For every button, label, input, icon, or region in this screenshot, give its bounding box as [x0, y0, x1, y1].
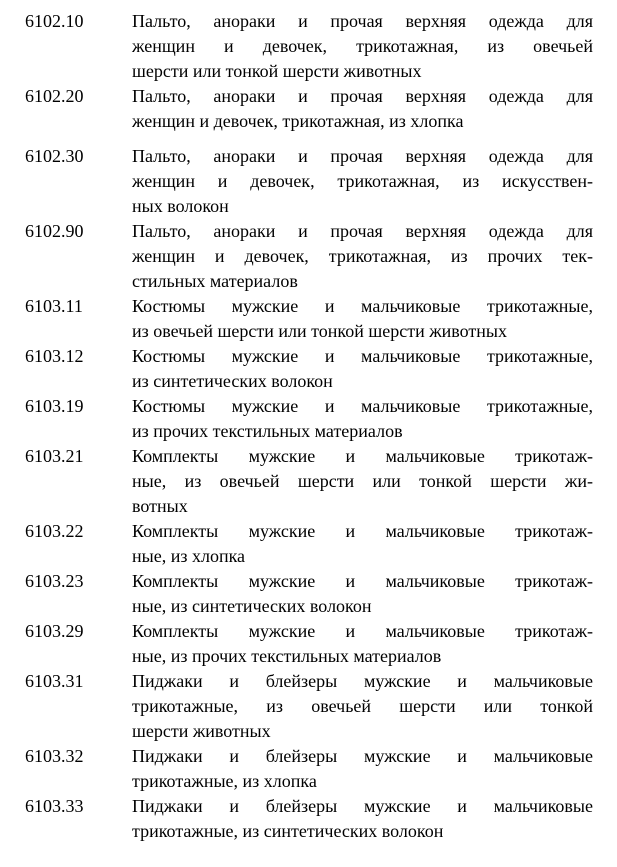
description-line: Костюмы мужские и мальчиковые трикотажные,: [132, 296, 593, 316]
description-line: ных волокон: [132, 196, 229, 216]
entry-6103-19: [25, 394, 593, 444]
entry-6103-21: [25, 444, 593, 519]
entry-6102-90: [25, 219, 593, 294]
description-line: из прочих текстильных материалов: [132, 421, 403, 441]
description-line: Костюмы мужские и мальчиковые трикотажные,: [132, 396, 593, 416]
entry-6103-33: [25, 794, 593, 844]
entry-description: [132, 144, 593, 219]
description-line: стильных материалов: [132, 271, 298, 291]
description-line: шерсти животных: [132, 721, 271, 741]
entry-code: 6103.11: [25, 296, 83, 316]
description-line: трикотажные, из овечьей шерсти или тонкой: [132, 696, 593, 716]
entry-code: 6103.33: [25, 796, 84, 816]
description-line: Комплекты мужские и мальчиковые трикотаж-: [132, 446, 593, 466]
entry-description: [132, 294, 593, 344]
entry-description: [132, 394, 593, 444]
entry-description: [132, 344, 593, 394]
entry-description: [132, 794, 593, 844]
entry-description: [132, 84, 593, 134]
entry-code: 6103.31: [25, 671, 84, 691]
entry-code: 6102.90: [25, 221, 84, 241]
entry-6103-22: [25, 519, 593, 569]
description-line: Пальто, анораки и прочая верхняя одежда для: [132, 221, 593, 241]
entry-code: 6102.20: [25, 86, 84, 106]
entry-code: 6103.32: [25, 746, 84, 766]
entry-code: 6103.23: [25, 571, 84, 591]
description-line: женщин и девочек, трикотажная, из хлопка: [132, 111, 464, 131]
entry-description: [132, 569, 593, 619]
entry-code: 6103.19: [25, 396, 84, 416]
entry-description: [132, 444, 593, 519]
description-line: Пальто, анораки и прочая верхняя одежда для: [132, 11, 593, 31]
description-line: Пальто, анораки и прочая верхняя одежда для: [132, 86, 593, 106]
description-line: шерсти или тонкой шерсти животных: [132, 61, 422, 81]
entry-description: [132, 519, 593, 569]
entry-description: [132, 9, 593, 84]
description-line: из овечьей шерсти или тонкой шерсти животных: [132, 321, 508, 341]
entry-description: [132, 219, 593, 294]
description-line: ные, из хлопка: [132, 546, 246, 566]
description-line: Комплекты мужские и мальчиковые трикотаж-: [132, 521, 593, 541]
entry-6102-10: [25, 9, 593, 84]
description-line: из синтетических волокон: [132, 371, 333, 391]
entry-6103-12: [25, 344, 593, 394]
description-line: женщин и девочек, трикотажная, из искусствен-: [132, 171, 593, 191]
entry-6103-29: [25, 619, 593, 669]
description-line: Комплекты мужские и мальчиковые трикотаж-: [132, 571, 593, 591]
description-line: Пальто, анораки и прочая верхняя одежда для: [132, 146, 593, 166]
entry-code: 6102.30: [25, 146, 84, 166]
entry-6103-32: [25, 744, 593, 794]
description-line: Пиджаки и блейзеры мужские и мальчиковые: [132, 796, 593, 816]
entry-code: 6102.10: [25, 11, 84, 31]
description-line: Костюмы мужские и мальчиковые трикотажные,: [132, 346, 593, 366]
description-line: вотных: [132, 496, 188, 516]
description-line: женщин и девочек, трикотажная, из прочих тек-: [132, 246, 593, 266]
description-line: Пиджаки и блейзеры мужские и мальчиковые: [132, 671, 593, 691]
entry-6103-11: [25, 294, 593, 344]
entry-description: [132, 744, 593, 794]
entry-description: [132, 669, 593, 744]
description-line: Комплекты мужские и мальчиковые трикотаж-: [132, 621, 593, 641]
description-line: трикотажные, из хлопка: [132, 771, 317, 791]
entry-code: 6103.21: [25, 446, 84, 466]
entry-6102-30: [25, 144, 593, 219]
entry-6103-23: [25, 569, 593, 619]
description-line: ные, из овечьей шерсти или тонкой шерсти жи-: [132, 471, 593, 491]
entry-description: [132, 619, 593, 669]
description-line: женщин и девочек, трикотажная, из овечьей: [132, 36, 593, 56]
description-line: Пиджаки и блейзеры мужские и мальчиковые: [132, 746, 593, 766]
entry-6103-31: [25, 669, 593, 744]
description-line: ные, из прочих текстильных материалов: [132, 646, 442, 666]
entry-code: 6103.22: [25, 521, 84, 541]
entry-code: 6103.29: [25, 621, 84, 641]
description-line: ные, из синтетических волокон: [132, 596, 372, 616]
description-line: трикотажные, из синтетических волокон: [132, 821, 444, 841]
entry-6102-20: [25, 84, 593, 134]
entry-code: 6103.12: [25, 346, 84, 366]
